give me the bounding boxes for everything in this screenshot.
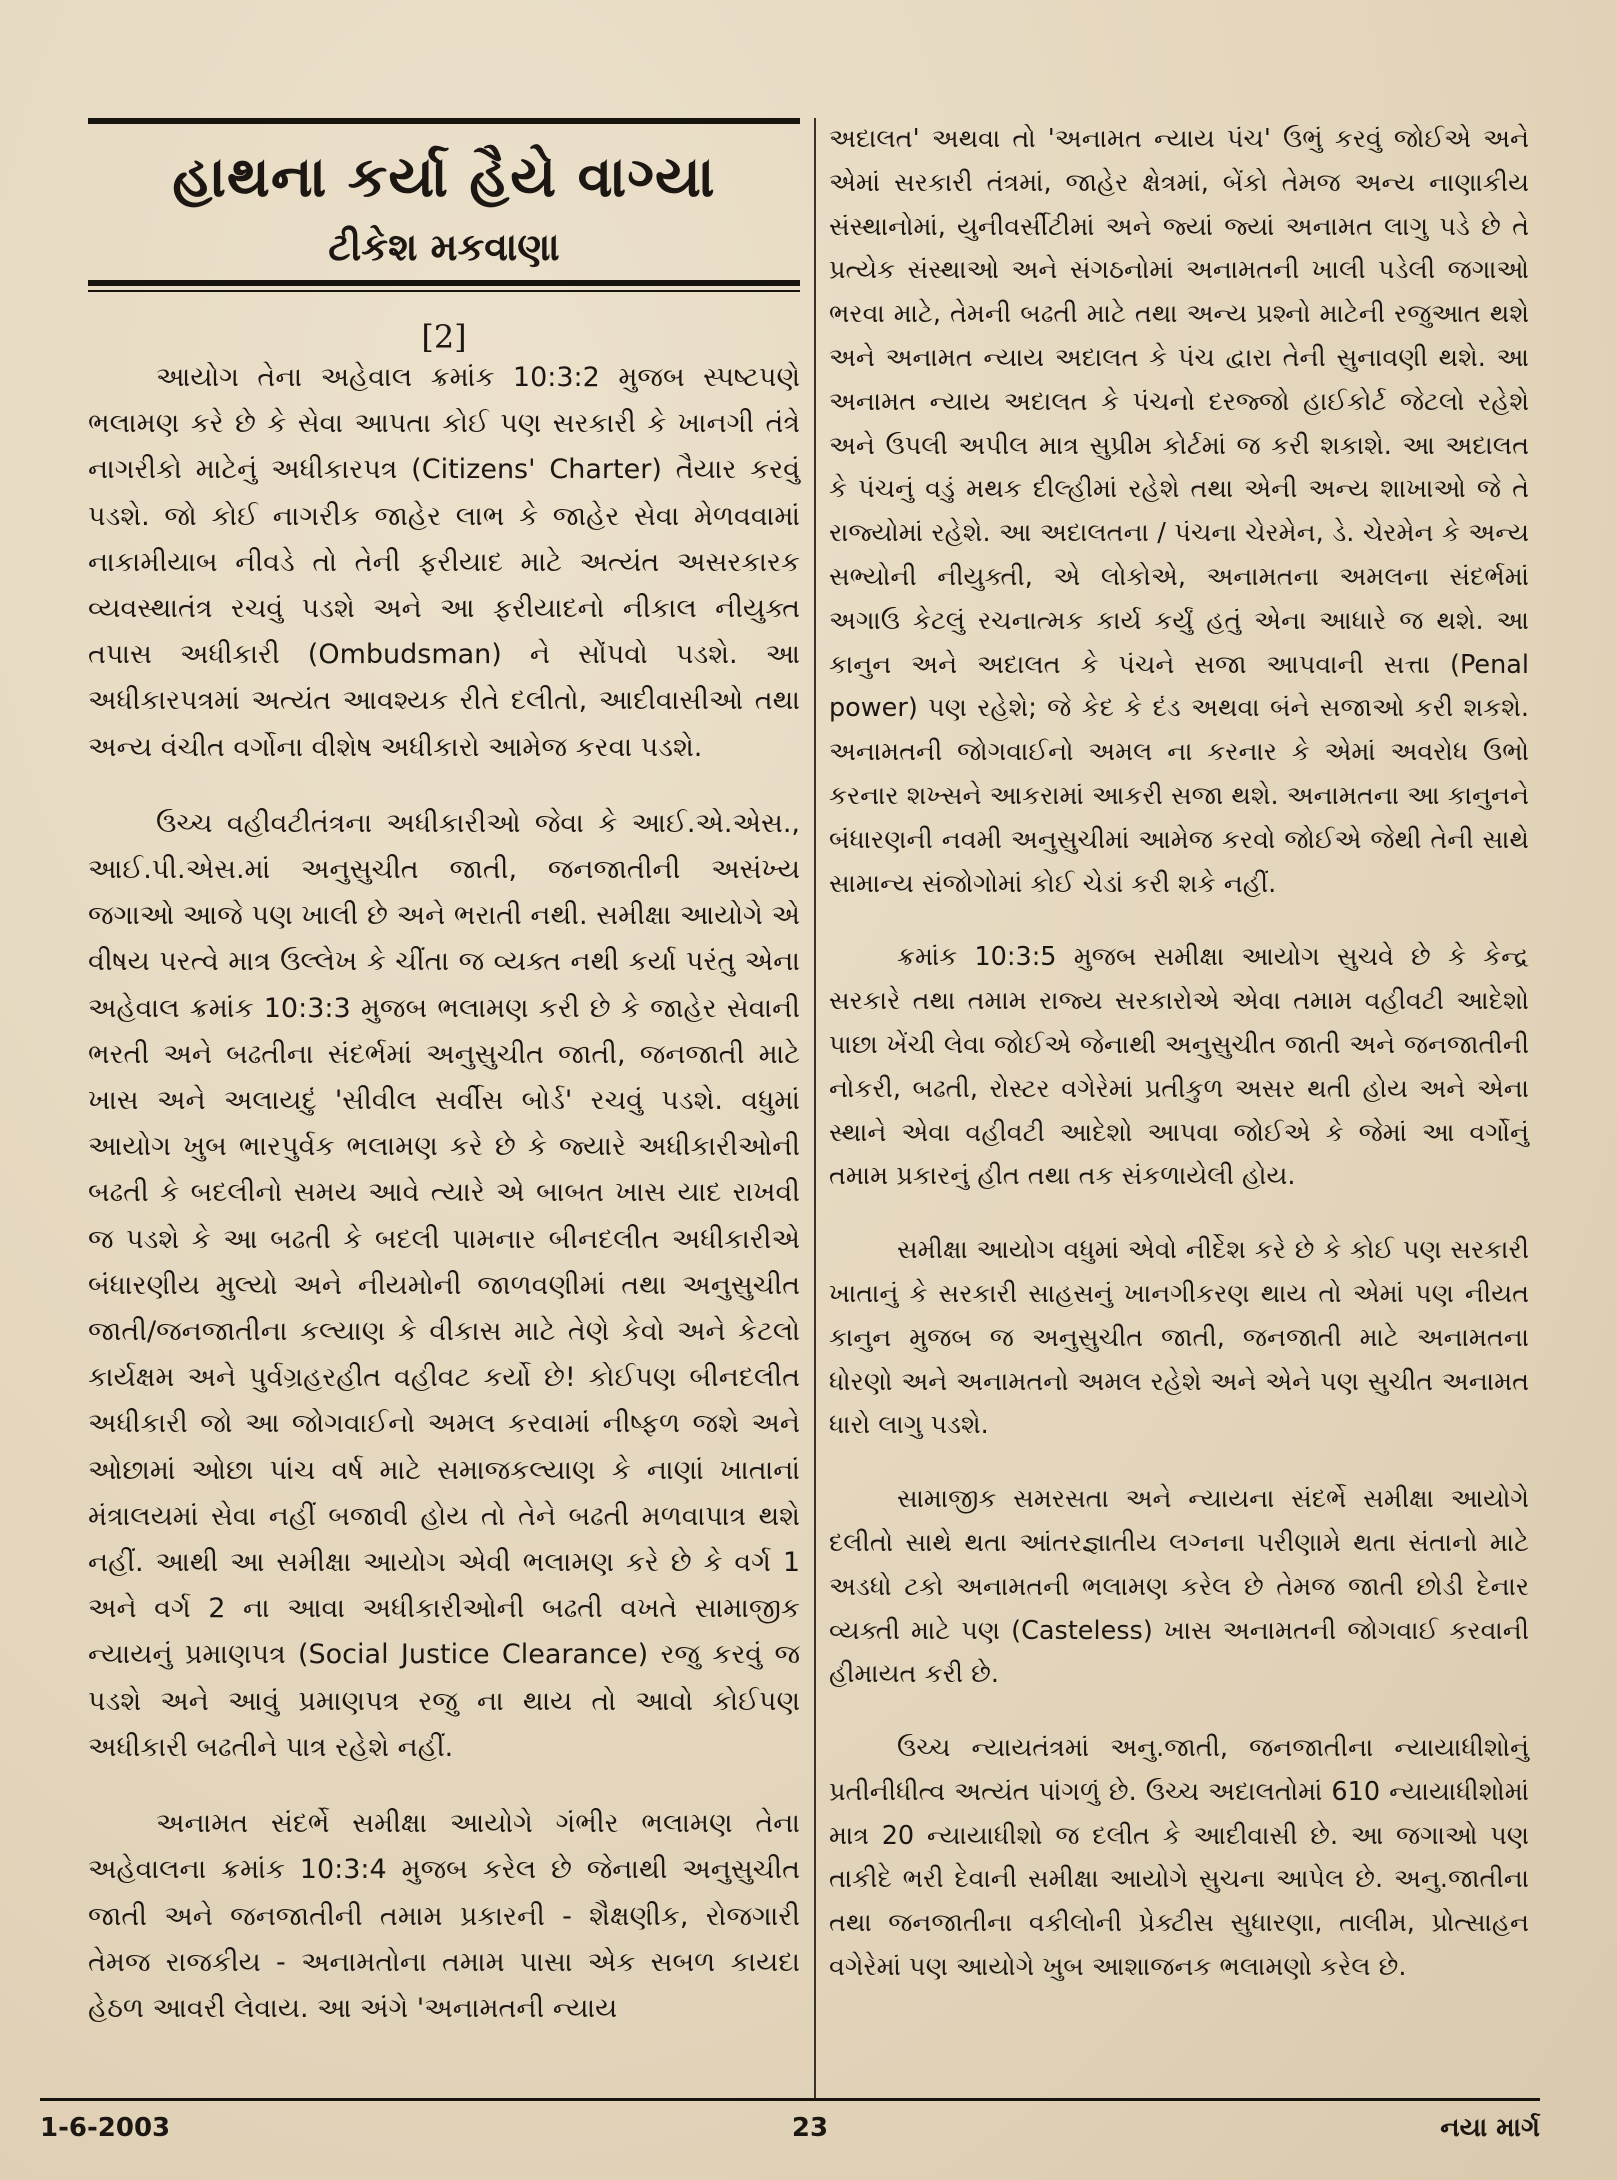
paragraph: ઉચ્ચ વહીવટીતંત્રના અધીકારીઓ જેવા કે આઈ.એ.એસ., આઈ.પી.એસ.માં અનુસુચીત જાતી, જનજાતીની અસંખ્ય જગાઓ આજે પણ ખાલી છે અને ભરાતી નથી. સમીક્ષા આયોગે એ વીષય પરત્વે માત્ર ઉલ્લેખ કે ચીંતા જ વ્યક્ત નથી કર્યા પરંતુ એના અહેવાલ ક્રમાંક 10:3:3 મુજબ ભલામણ કરી છે કે જાહેર સેવાની ભરતી અને બઢતીના સંદર્ભમાં અનુસુચીત જાતી, જનજાતી માટે ખાસ અને અલાયદું 'સીવીલ સર્વીસ બોર્ડ' રચવું પડશે. વધુમાં આયોગ ખુબ ભારપુર્વક ભલામણ કરે છે કે જ્યારે અધીકારીઓની બઢતી કે બદલીનો સમય આવે ત્યારે એ બાબત ખાસ યાદ રાખવી જ પડશે કે આ બઢતી કે બદલી પામનાર બીનદલીત અધીકારીએ બંધારણીય મુલ્યો અને નીયમોની જાળવણીમાં તથા અનુસુચીત જાતી/જનજાતીના કલ્યાણ કે વીકાસ માટે તેણે કેવો અને કેટલો કાર્યક્ષમ અને પુર્વગ્રહરહીત વહીવટ કર્યો છે! કોઈપણ બીનદલીત અધીકારી જો આ જોગવાઈનો અમલ કરવામાં નીષ્ફળ જશે અને ઓછામાં ઓછા પાંચ વર્ષ માટે સમાજકલ્યાણ કે નાણાં ખાતાનાં મંત્રાલયમાં સેવા નહીં બજાવી હોય તો તેને બઢતી મળવાપાત્ર થશે નહીં. આથી આ સમીક્ષા આયોગ એવી ભલામણ કરે છે કે વર્ગ 1 અને વર્ગ 2 ના આવા અધીકારીઓની બઢતી વખતે સામાજીક ન્યાયનું પ્રમાણપત્ર (Social Justice Clearance) રજુ કરવું જ પડશે અને આવું પ્રમાણપત્ર રજુ ના થાય તો આવો કોઈપણ અધીકારી બઢતીને પાત્ર રહેશે નહીં. <box>88 807 800 1763</box>
right-column <box>829 118 1529 2020</box>
paragraph: આયોગ તેના અહેવાલ ક્રમાંક 10:3:2 મુજબ સ્પષ્ટપણે ભલામણ કરે છે કે સેવા આપતા કોઈ પણ સરકારી કે ખાનગી તંત્રે નાગરીકો માટેનું અધીકારપત્ર (Citizens' Charter) તૈયાર કરવું પડશે. જો કોઈ નાગરીક જાહેર લાભ કે જાહેર સેવા મેળવવામાં નાકામીયાબ નીવડે તો તેની ફરીયાદ માટે અત્યંત અસરકારક વ્યવસ્થાતંત્ર રચવું પડશે અને આ ફરીયાદનો નીકાલ નીયુક્ત તપાસ અધીકારી (Ombudsman) ને સોંપવો પડશે. આ અધીકારપત્રમાં અત્યંત આવશ્યક રીતે દલીતો, આદીવાસીઓ તથા અન્ય વંચીત વર્ગોના વીશેષ અધીકારો આમેજ કરવા પડશે. <box>88 362 800 763</box>
footer-magazine-name: નયા માર્ગ <box>1440 2113 1540 2143</box>
paragraph: અનામત સંદર્ભે સમીક્ષા આયોગે ગંભીર ભલામણ તેના અહેવાલના ક્રમાંક 10:3:4 મુજબ કરેલ છે જેનાથી અનુસુચીત જાતી અને જનજાતીની તમામ પ્રકારની - શૈક્ષણીક, રોજગારી તેમજ રાજકીય - અનામતોના તમામ પાસા એક સબળ કાયદા હેઠળ આવરી લેવાય. આ અંગે 'અનામતની ન્યાય <box>88 1808 800 2024</box>
article-title: હાથના કર્યા હૈયે વાગ્યા <box>172 145 716 210</box>
footer-page-number: 23 <box>791 2113 829 2143</box>
column-divider <box>814 118 816 2098</box>
title-top-rule <box>88 118 800 124</box>
paragraph: ક્રમાંક 10:3:5 મુજબ સમીક્ષા આયોગ સુચવે છે કે કેન્દ્ર સરકારે તથા તમામ રાજ્ય સરકારોએ એવા તમામ વહીવટી આદેશો પાછા ખેંચી લેવા જોઈએ જેનાથી અનુસુચીત જાતી અને જનજાતીની નોકરી, બઢતી, રોસ્ટર વગેરેમાં પ્રતીકુળ અસર થતી હોય અને એના સ્થાને એવા વહીવટી આદેશો આપવા જોઈએ કે જેમાં આ વર્ગોનું તમામ પ્રકારનું હીત તથા તક સંકળાયેલી હોય. <box>829 942 1529 1192</box>
paragraph: અદાલત' અથવા તો 'અનામત ન્યાય પંચ' ઉભું કરવું જોઈએ અને એમાં સરકારી તંત્રમાં, જાહેર ક્ષેત્રમાં, બેંકો તેમજ અન્ય નાણાકીય સંસ્થાનોમાં, યુનીવર્સીટીમાં અને જ્યાં જ્યાં અનામત લાગુ પડે છે તે પ્રત્યેક સંસ્થાઓ અને સંગઠનોમાં અનામતની ખાલી પડેલી જગાઓ ભરવા માટે, તેમની બઢતી માટે તથા અન્ય પ્રશ્નો માટેની રજુઆત થશે અને અનામત ન્યાય અદાલત કે પંચ દ્વારા તેની સુનાવણી થશે. આ અનામત ન્યાય અદાલત કે પંચનો દરજ્જો હાઈકોર્ટ જેટલો રહેશે અને ઉપલી અપીલ માત્ર સુપ્રીમ કોર્ટમાં જ કરી શકાશે. આ અદાલત કે પંચનું વડું મથક દીલ્હીમાં રહેશે તથા એની અન્ય શાખાઓ જે તે રાજ્યોમાં રહેશે. આ અદાલતના / પંચના ચેરમેન, ડે. ચેરમેન કે અન્ય સભ્યોની નીયુક્તી, એ લોકોએ, અનામતના અમલના સંદર્ભમાં અગાઉ કેટલું રચનાત્મક કાર્ય કર્યું હતું એના આધારે જ થશે. આ કાનુન અને અદાલત કે પંચને સજા આપવાની સત્તા (Penal power) પણ રહેશે; જે કેદ કે દંડ અથવા બંને સજાઓ કરી શકશે. અનામતની જોગવાઈનો અમલ ના કરનાર કે એમાં અવરોધ ઉભો કરનાર શખ્સને આકરામાં આકરી સજા થશે. અનામતના આ કાનુનને બંધારણની નવમી અનુસુચીમાં આમેજ કરવો જોઈએ જેથી તેની સાથે સામાન્ય સંજોગોમાં કોઈ ચેડાં કરી શકે નહીં. <box>829 124 1529 899</box>
paragraph: સમીક્ષા આયોગ વધુમાં એવો નીર્દેશ કરે છે કે કોઈ પણ સરકારી ખાતાનું કે સરકારી સાહસનું ખાનગીકરણ થાય તો એમાં પણ નીયત કાનુન મુજબ જ અનુસુચીત જાતી, જનજાતી માટે અનામતના ધોરણો અને અનામતનો અમલ રહેશે અને એને પણ સુચીત અનામત ધારો લાગુ પડશે. <box>829 1235 1529 1441</box>
paragraph: સામાજીક સમરસતા અને ન્યાયના સંદર્ભે સમીક્ષા આયોગે દલીતો સાથે થતા આંતરજ્ઞાતીય લગ્નના પરીણામે થતા સંતાનો માટે અડધો ટકો અનામતની ભલામણ કરેલ છે તેમજ જાતી છોડી દેનાર વ્યક્તી માટે પણ (Casteless) ખાસ અનામતની જોગવાઈ કરવાની હીમાયત કરી છે. <box>829 1484 1529 1690</box>
left-column <box>88 355 800 2062</box>
part-number: [2] <box>421 318 467 356</box>
title-bottom-rule-thin <box>88 290 800 292</box>
article-author: ટીકેશ મકવાણા <box>328 225 560 269</box>
footer-rule <box>40 2098 1540 2101</box>
title-bottom-rule <box>88 280 800 286</box>
paragraph: ઉચ્ચ ન્યાયતંત્રમાં અનુ.જાતી, જનજાતીના ન્યાયાધીશોનું પ્રતીનીધીત્વ અત્યંત પાંગળું છે. ઉચ્ચ અદાલતોમાં 610 ન્યાયાધીશોમાં માત્ર 20 ન્યાયાધીશો જ દલીત કે આદીવાસી છે. આ જગાઓ પણ તાકીદે ભરી દેવાની સમીક્ષા આયોગે સુચના આપેલ છે. અનુ.જાતીના તથા જનજાતીના વકીલોની પ્રેક્ટીસ સુધારણા, તાલીમ, પ્રોત્સાહન વગેરેમાં પણ આયોગે ખુબ આશાજનક ભલામણો કરેલ છે. <box>829 1733 1529 1983</box>
footer-date: 1-6-2003 <box>40 2113 171 2143</box>
